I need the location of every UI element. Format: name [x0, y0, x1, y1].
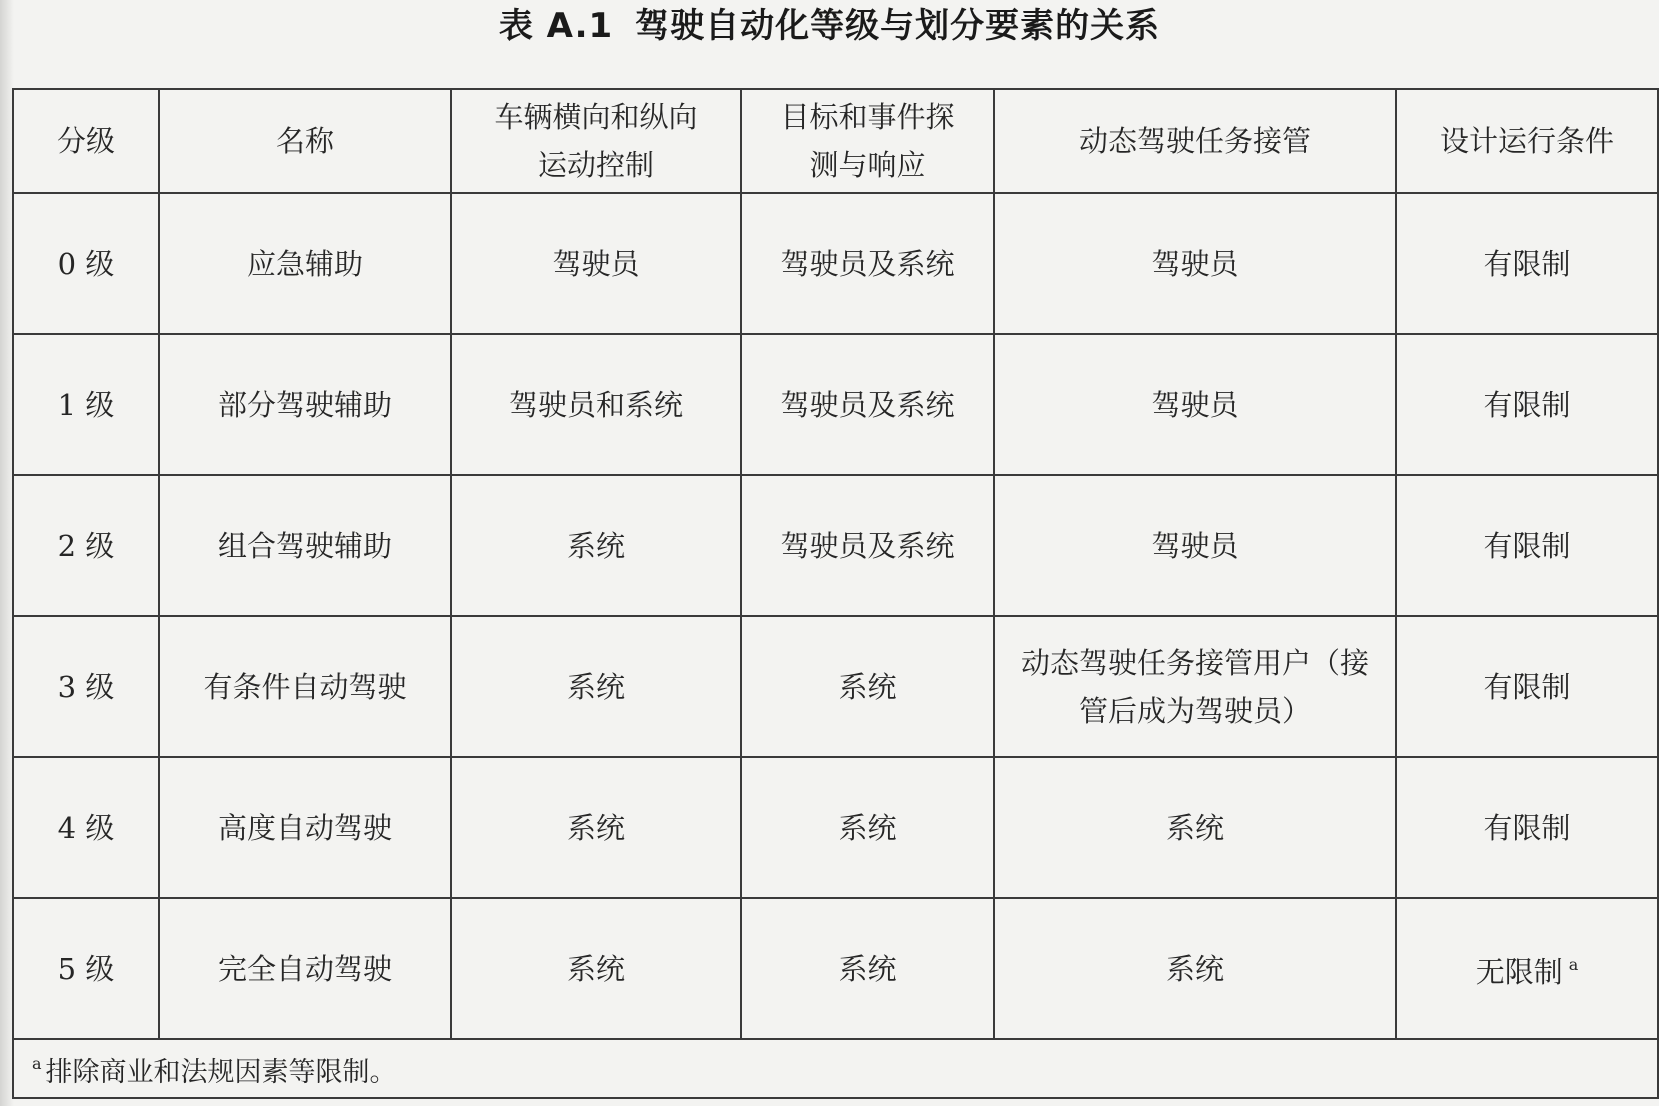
cell-ddt-fallback: 系统 [994, 757, 1396, 898]
cell-motion-control: 系统 [451, 757, 741, 898]
cell-motion-control: 系统 [451, 475, 741, 616]
cell-ddt-fallback: 驾驶员 [994, 193, 1396, 334]
cell-odd: 有限制 [1396, 616, 1658, 757]
cell-level: 0 级 [13, 193, 159, 334]
table-row [13, 475, 1658, 616]
cell-level: 5 级 [13, 898, 159, 1039]
table-footnote-row [13, 1039, 1658, 1098]
cell-name: 组合驾驶辅助 [159, 475, 451, 616]
table-row [13, 193, 1658, 334]
cell-level: 3 级 [13, 616, 159, 757]
cell-name: 应急辅助 [159, 193, 451, 334]
header-ddt-fallback: 动态驾驶任务接管 [994, 89, 1396, 193]
header-oedr: 目标和事件探测与响应 [741, 89, 994, 193]
cell-odd: 有限制 [1396, 193, 1658, 334]
cell-odd: 有限制 [1396, 334, 1658, 475]
cell-motion-control: 系统 [451, 898, 741, 1039]
header-motion-control: 车辆横向和纵向运动控制 [451, 89, 741, 193]
cell-motion-control: 驾驶员 [451, 193, 741, 334]
cell-ddt-fallback: 驾驶员 [994, 475, 1396, 616]
footnote-mark: a [32, 1054, 42, 1073]
cell-level: 4 级 [13, 757, 159, 898]
cell-ddt-fallback: 动态驾驶任务接管用户（接管后成为驾驶员） [994, 616, 1396, 757]
header-level: 分级 [13, 89, 159, 193]
cell-oedr: 系统 [741, 898, 994, 1039]
cell-oedr: 驾驶员及系统 [741, 334, 994, 475]
table-header-row [13, 89, 1658, 193]
table-row [13, 616, 1658, 757]
table-number: 表 A.1 [498, 6, 614, 46]
table-row [13, 757, 1658, 898]
cell-motion-control: 系统 [451, 616, 741, 757]
footnote-reference: a [1568, 955, 1579, 974]
cell-motion-control: 驾驶员和系统 [451, 334, 741, 475]
cell-odd-text: 无限制 [1475, 955, 1563, 989]
cell-oedr: 驾驶员及系统 [741, 475, 994, 616]
cell-oedr: 系统 [741, 616, 994, 757]
table-caption [0, 4, 1659, 48]
footnote-text: 排除商业和法规因素等限制。 [45, 1057, 397, 1088]
footnote-cell [13, 1039, 1658, 1098]
cell-level: 2 级 [13, 475, 159, 616]
table-row [13, 334, 1658, 475]
header-name: 名称 [159, 89, 451, 193]
cell-odd: 有限制 [1396, 475, 1658, 616]
cell-name: 完全自动驾驶 [159, 898, 451, 1039]
cell-oedr: 系统 [741, 757, 994, 898]
cell-name: 部分驾驶辅助 [159, 334, 451, 475]
cell-ddt-fallback: 驾驶员 [994, 334, 1396, 475]
cell-level: 1 级 [13, 334, 159, 475]
cell-oedr: 驾驶员及系统 [741, 193, 994, 334]
cell-ddt-fallback: 系统 [994, 898, 1396, 1039]
table-title: 驾驶自动化等级与划分要素的关系 [635, 6, 1161, 46]
automation-level-table [12, 88, 1659, 1099]
cell-odd [1396, 898, 1658, 1039]
cell-odd: 有限制 [1396, 757, 1658, 898]
table-row [13, 898, 1658, 1039]
header-odd: 设计运行条件 [1396, 89, 1658, 193]
cell-name: 高度自动驾驶 [159, 757, 451, 898]
cell-name: 有条件自动驾驶 [159, 616, 451, 757]
